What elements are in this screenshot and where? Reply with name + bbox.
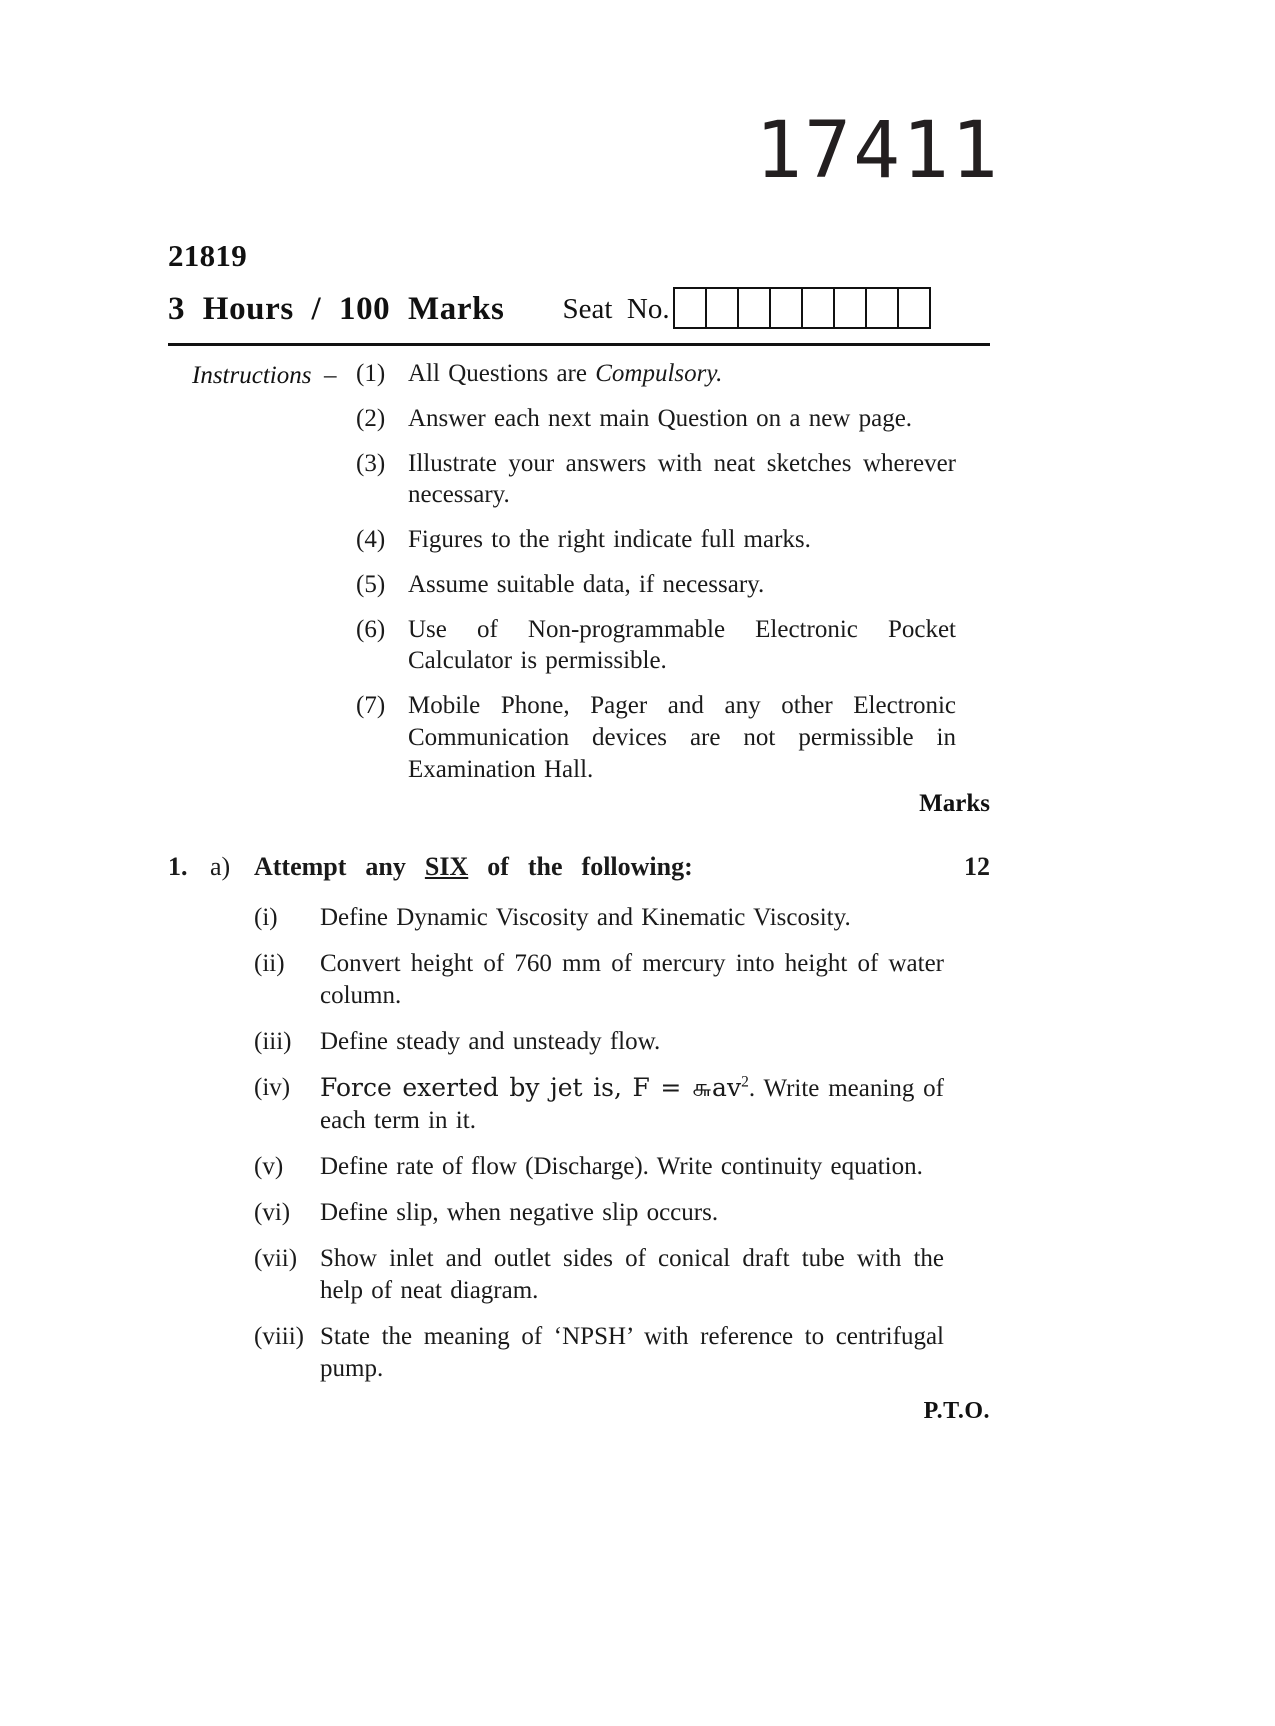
instruction-item bbox=[356, 524, 956, 556]
sub-question-text bbox=[320, 1072, 944, 1137]
sub-question-text: Define rate of flow (Discharge). Write continuity equation. bbox=[320, 1153, 923, 1180]
sub-question-item bbox=[254, 1243, 944, 1307]
sub-question-item bbox=[254, 1026, 944, 1058]
instruction-number: (3) bbox=[356, 449, 386, 477]
question-1-sub-items bbox=[254, 902, 944, 1385]
instructions-heading: Instructions – bbox=[192, 362, 337, 389]
instruction-number: (4) bbox=[356, 526, 386, 553]
question-title-underlined: SIX bbox=[424, 852, 469, 881]
seat-no-cell[interactable] bbox=[803, 289, 835, 327]
sub-question-text: Define Dynamic Viscosity and Kinematic Viscosity. bbox=[320, 904, 851, 931]
question-title-pre: Attempt any bbox=[254, 852, 425, 881]
sub-question-item bbox=[254, 1072, 944, 1137]
instruction-text: Answer each next main Question on a new page. bbox=[408, 404, 913, 432]
instruction-number: (7) bbox=[356, 692, 386, 719]
seat-no-label: Seat No. bbox=[562, 292, 670, 325]
marks-column-header: Marks bbox=[919, 790, 990, 817]
formula-expression: Force exerted by jet is, F = ௬av bbox=[320, 1073, 742, 1102]
instructions-section bbox=[168, 358, 990, 798]
sub-question-number: (viii) bbox=[254, 1323, 304, 1350]
instruction-text-plain: All Questions are bbox=[408, 360, 596, 387]
sub-question-text-post: . Write meaning of each term in it. bbox=[320, 1075, 944, 1134]
seat-no-cell[interactable] bbox=[675, 289, 707, 327]
instruction-text: Use of Non-programmable Electronic Pocket Calculator is permissible. bbox=[408, 615, 956, 675]
instruction-item bbox=[356, 569, 956, 601]
sub-question-item bbox=[254, 1321, 944, 1385]
sub-question-item bbox=[254, 1197, 944, 1229]
instruction-number: (2) bbox=[356, 404, 386, 432]
question-1-heading bbox=[168, 852, 990, 882]
instruction-text-italic: Compulsory. bbox=[595, 360, 723, 387]
instruction-item bbox=[356, 448, 956, 512]
duration-seat-row bbox=[168, 282, 990, 328]
question-title-post: of the following: bbox=[468, 852, 693, 881]
instruction-number: (1) bbox=[356, 360, 386, 387]
sub-question-number: (vii) bbox=[254, 1245, 298, 1272]
sub-question-number: (ii) bbox=[254, 950, 285, 977]
instruction-item bbox=[356, 614, 956, 678]
seat-no-boxes[interactable] bbox=[673, 287, 931, 329]
question-sub-letter: a) bbox=[210, 852, 231, 881]
sub-question-text: State the meaning of ‘NPSH’ with reference to centrifugal pump. bbox=[320, 1323, 944, 1382]
sub-question-item bbox=[254, 902, 944, 934]
sub-question-number: (iii) bbox=[254, 1028, 292, 1055]
sub-question-text: Convert height of 760 mm of mercury into height of water column. bbox=[320, 950, 944, 1009]
question-1 bbox=[168, 852, 990, 1399]
seat-no-cell[interactable] bbox=[739, 289, 771, 327]
seat-no-cell[interactable] bbox=[867, 289, 899, 327]
instruction-item bbox=[356, 690, 956, 785]
subject-code: 17411 bbox=[755, 106, 1000, 196]
instructions-list bbox=[356, 358, 956, 785]
instruction-text bbox=[408, 358, 956, 390]
question-title bbox=[254, 852, 930, 882]
instruction-item bbox=[356, 358, 956, 390]
instruction-text: Mobile Phone, Pager and any other Electronic Communication devices are not permissible in Examination Hall. bbox=[408, 692, 956, 783]
paper-header bbox=[168, 238, 990, 328]
sub-question-number: (v) bbox=[254, 1153, 284, 1180]
page-turn-over-note: P.T.O. bbox=[923, 1398, 990, 1424]
sub-question-text: Define slip, when negative slip occurs. bbox=[320, 1199, 719, 1226]
seat-no-cell[interactable] bbox=[899, 289, 931, 327]
instruction-number: (5) bbox=[356, 570, 386, 598]
sub-question-item bbox=[254, 1151, 944, 1183]
sub-question-text: Define steady and unsteady flow. bbox=[320, 1028, 661, 1055]
header-divider bbox=[168, 343, 990, 346]
exam-code: 21819 bbox=[168, 238, 247, 273]
question-number: 1. bbox=[168, 852, 188, 881]
sub-question-text: Show inlet and outlet sides of conical draft tube with the help of neat diagram. bbox=[320, 1245, 944, 1304]
seat-no-cell[interactable] bbox=[771, 289, 803, 327]
sub-question-number: (vi) bbox=[254, 1199, 291, 1226]
sub-question-number: (iv) bbox=[254, 1074, 291, 1101]
sub-question-item bbox=[254, 948, 944, 1012]
sub-question-number: (i) bbox=[254, 904, 278, 931]
seat-no-cell[interactable] bbox=[835, 289, 867, 327]
instruction-text: Assume suitable data, if necessary. bbox=[408, 570, 765, 598]
question-marks: 12 bbox=[964, 852, 990, 881]
instruction-text: Illustrate your answers with neat sketches wherever necessary. bbox=[408, 449, 956, 509]
instruction-item bbox=[356, 403, 956, 435]
instruction-number: (6) bbox=[356, 615, 386, 643]
seat-no-cell[interactable] bbox=[707, 289, 739, 327]
instruction-text: Figures to the right indicate full marks. bbox=[408, 526, 811, 553]
formula-exponent: 2 bbox=[741, 1073, 749, 1091]
duration-and-marks: 3 Hours / 100 Marks bbox=[168, 290, 505, 327]
